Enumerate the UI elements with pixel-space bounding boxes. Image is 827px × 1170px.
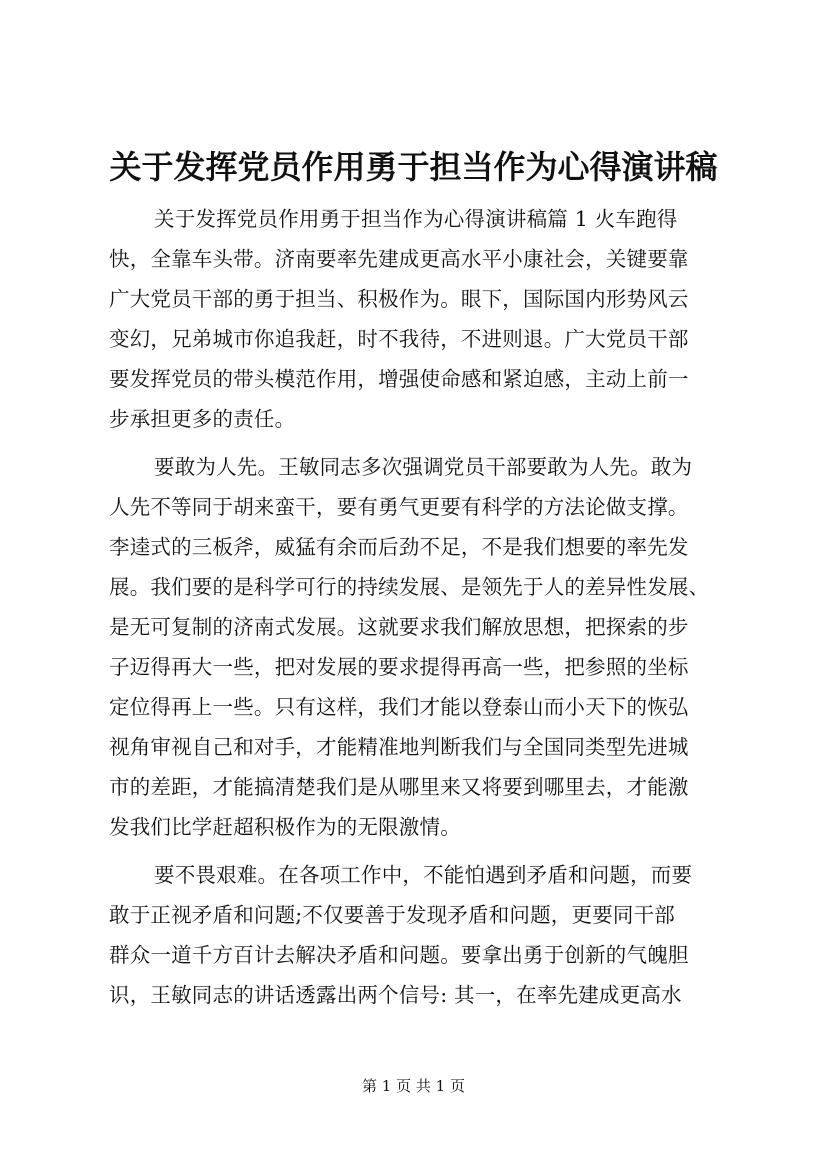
paragraph-line: 是无可复制的济南式发展。这就要求我们解放思想，把探索的步	[109, 615, 689, 639]
paragraph-2	[109, 447, 739, 847]
paragraph-line: 发我们比学赶超积极作为的无限激情。	[109, 815, 461, 839]
paragraph-line: 要发挥党员的带头模范作用，增强使命感和紧迫感，主动上前一	[109, 367, 689, 391]
paragraph-line: 子迈得再大一些，把对发展的要求提得再高一些，把参照的坐标	[109, 655, 689, 679]
paragraph-line: 变幻，兄弟城市你追我赶，时不我待，不进则退。广大党员干部	[109, 327, 689, 351]
paragraph-line: 关于发挥党员作用勇于担当作为心得演讲稿篇 1 火车跑得	[154, 207, 678, 231]
paragraph-line: 广大党员干部的勇于担当、积极作为。眼下，国际国内形势风云	[109, 287, 689, 311]
paragraph-line: 要不畏艰难。在各项工作中，不能怕遇到矛盾和问题，而要	[154, 863, 693, 887]
document-body	[109, 199, 739, 1023]
paragraph-line: 要敢为人先。王敏同志多次强调党员干部要敢为人先。敢为	[154, 455, 693, 479]
page-footer: 第 1 页 共 1 页	[362, 1077, 465, 1095]
paragraph-line: 人先不等同于胡来蛮干，要有勇气更要有科学的方法论做支撑。	[109, 495, 689, 519]
paragraph-line: 市的差距，才能搞清楚我们是从哪里来又将要到哪里去，才能激	[109, 775, 689, 799]
paragraph-line: 快，全靠车头带。济南要率先建成更高水平小康社会，关键要靠	[109, 247, 689, 271]
paragraph-3	[109, 855, 739, 1015]
paragraph-line: 敢于正视矛盾和问题;不仅要善于发现矛盾和问题，更要同干部	[109, 903, 676, 927]
paragraph-line: 视角审视自己和对手，才能精准地判断我们与全国同类型先进城	[109, 735, 689, 759]
paragraph-1	[109, 199, 739, 439]
paragraph-line: 群众一道千方百计去解决矛盾和问题。要拿出勇于创新的气魄胆	[109, 943, 689, 967]
paragraph-line: 展。我们要的是科学可行的持续发展、是领先于人的差异性发展、	[109, 575, 710, 599]
paragraph-line: 步承担更多的责任。	[109, 407, 296, 431]
paragraph-line: 李逵式的三板斧，威猛有余而后劲不足，不是我们想要的率先发	[109, 535, 689, 559]
paragraph-line: 识，王敏同志的讲话透露出两个信号: 其一，在率先建成更高水	[109, 983, 682, 1007]
paragraph-line: 定位得再上一些。只有这样，我们才能以登泰山而小天下的恢弘	[109, 695, 689, 719]
document-title: 关于发挥党员作用勇于担当作为心得演讲稿	[109, 148, 718, 186]
